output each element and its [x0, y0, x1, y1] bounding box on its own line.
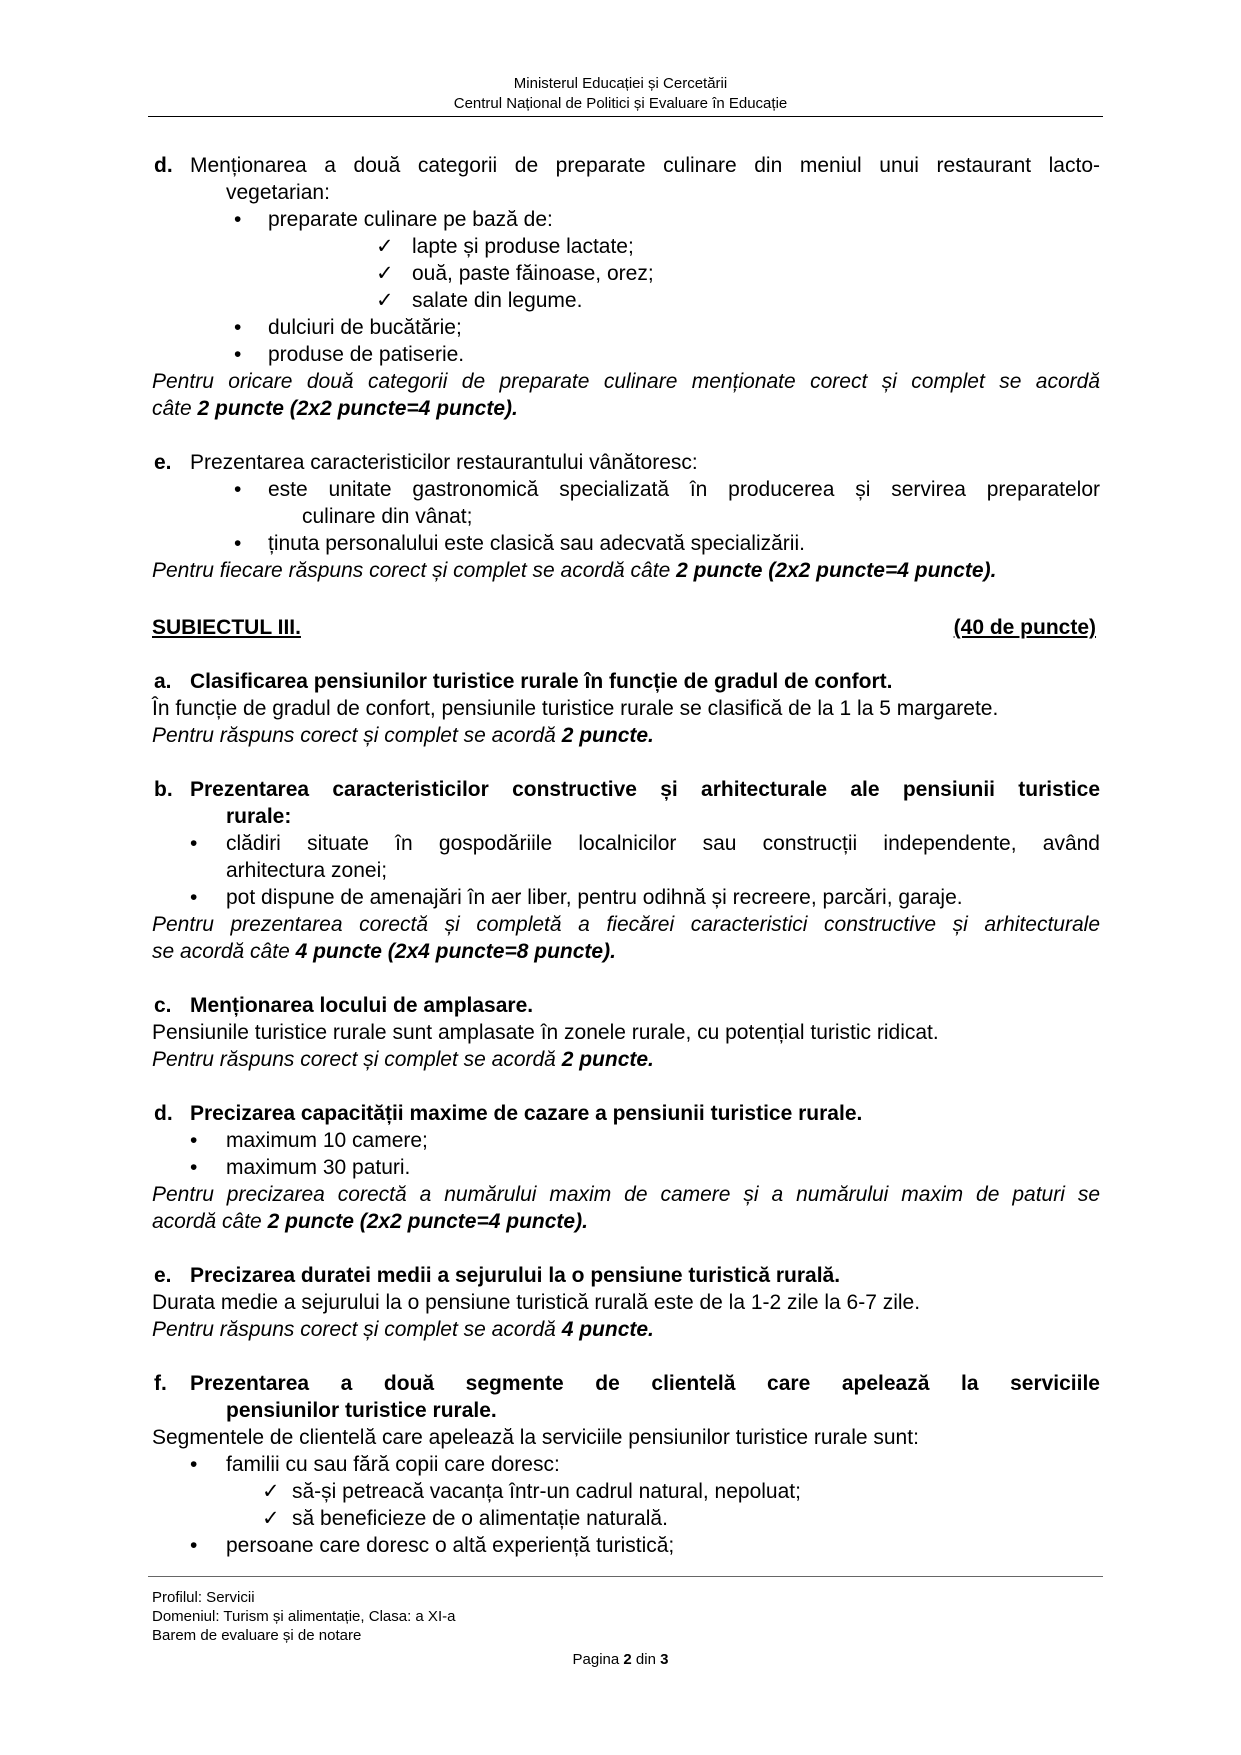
list-item: • persoane care doresc o altă experiență turistică; — [152, 1532, 1100, 1559]
answer-text: Pensiunile turistice rurale sunt amplasate în zonele rurale, cu potențial turistic ridicat. — [152, 1021, 939, 1044]
list-item: • este unitate gastronomică specializată în producerea și servirea preparatelor — [152, 476, 1100, 503]
list-item: • clădiri situate în gospodăriile localnicilor sau construcții independente, având — [152, 830, 1100, 857]
s3-a: a. Clasificarea pensiunilor turistice rurale în funcție de gradul de confort. În funcție de gradul de confort, pensiunile turistice rurale se clasifică de la 1 la 5 margarete. Pentru răspuns corect și complet se acordă 2 puncte. — [152, 668, 1100, 749]
subject-heading: SUBIECTUL III. (40 de puncte) — [152, 616, 1096, 639]
score-note: Pentru răspuns corect și complet se acordă 2 puncte. — [152, 724, 654, 747]
item-title: Precizarea capacității maxime de cazare a pensiunii turistice rurale. — [190, 1102, 863, 1125]
s3-c: c. Menționarea locului de amplasare. Pensiunile turistice rurale sunt amplasate în zonele rurale, cu potențial turistic ridicat. Pentru răspuns corect și complet se acordă 2 puncte. — [152, 992, 1100, 1073]
score-note: se acordă câte 4 puncte (2x4 puncte=8 puncte). — [152, 940, 616, 963]
list-item: • ținuta personalului este clasică sau adecvată specializării. — [152, 530, 1100, 557]
header-rule — [148, 116, 1103, 117]
item-title-cont: pensiunilor turistice rurale. — [226, 1399, 497, 1422]
s3-e: e. Precizarea duratei medii a sejurului la o pensiune turistică rurală. Durata medie a sejurului la o pensiune turistică rurală este de la 1-2 zile la 6-7 zile. Pentru răspuns corect și complet se acordă 4 puncte. — [152, 1262, 1100, 1343]
score-note: Pentru prezentarea corectă și completă a fiecărei caracteristici constructive și arhitecturale — [152, 913, 1100, 936]
item-title: d. Menționarea a două categorii de preparate culinare din meniul unui restaurant lacto- — [154, 154, 1100, 177]
list-item: • maximum 10 camere; — [152, 1127, 1100, 1154]
footer-domain: Domeniul: Turism și alimentație, Clasa: a XI-a — [152, 1608, 456, 1625]
footer-title: Barem de evaluare și de notare — [152, 1627, 362, 1644]
score-note: Pentru răspuns corect și complet se acordă 2 puncte. — [152, 1048, 654, 1071]
answer-text: Durata medie a sejurului la o pensiune turistică rurală este de la 1-2 zile la 6-7 zile. — [152, 1291, 921, 1314]
section-d — [152, 152, 1100, 422]
check-item: ✓ să-și petreacă vacanța într-un cadrul natural, nepoluat; — [152, 1478, 1100, 1505]
check-item: ✓ lapte și produse lactate; — [152, 233, 1100, 260]
header-ministry: Ministerul Educației și Cercetării — [513, 75, 728, 92]
score-note: Pentru fiecare răspuns corect și complet se acordă câte 2 puncte (2x2 puncte=4 puncte). — [152, 559, 997, 582]
s3-b: b. Prezentarea caracteristicilor constructive și arhitecturale ale pensiunii turistice rurale: • clădiri situate în gospodăriile localnicilor sau construcții independente, având arhitectura zonei; • pot dispune de amenajări în aer liber, pentru odihnă și recreere, parcări, garaje. Pentru prezentarea corectă și completă a fiecărei caracteristici constructive și arhitecturale se acordă câte 4 puncte (2x4 puncte=8 puncte). — [152, 776, 1100, 965]
score-note: Pentru oricare două categorii de preparate culinare menționate corect și complet se acordă — [152, 370, 1100, 393]
page-number: Pagina 2 din 3 — [572, 1651, 669, 1668]
check-item: ✓ salate din legume. — [152, 287, 1100, 314]
list-item: • pot dispune de amenajări în aer liber, pentru odihnă și recreere, parcări, garaje. — [152, 884, 1100, 911]
item-title: Precizarea duratei medii a sejurului la o pensiune turistică rurală. — [190, 1264, 841, 1287]
answer-text: Segmentele de clientelă care apelează la serviciile pensiunilor turistice rurale sunt: — [152, 1426, 919, 1449]
list-item: • preparate culinare pe bază de: — [152, 206, 1100, 233]
check-item: ✓ ouă, paste făinoase, orez; — [152, 260, 1100, 287]
list-item: • maximum 30 paturi. — [152, 1154, 1100, 1181]
score-note: câte 2 puncte (2x2 puncte=4 puncte). — [152, 397, 518, 420]
footer-profile: Profilul: Servicii — [152, 1589, 255, 1606]
list-item: • produse de patiserie. — [152, 341, 1100, 368]
list-item-cont: arhitectura zonei; — [226, 859, 388, 882]
s3-f: f. Prezentarea a două segmente de clientelă care apelează la serviciile pensiunilor turistice rurale. Segmentele de clientelă care apelează la serviciile pensiunilor turistice rurale sunt: • familii cu sau fără copii care doresc: ✓ să-și petreacă vacanța într-un cadrul natural, nepoluat; ✓ să beneficieze de o alimentație naturală. • persoane care doresc o altă experiență turistică; — [152, 1370, 1100, 1559]
answer-text: În funcție de gradul de confort, pensiunile turistice rurale se clasifică de la 1 la 5 margarete. — [152, 697, 999, 720]
list-item: • dulciuri de bucătărie; — [152, 314, 1100, 341]
score-note: acordă câte 2 puncte (2x2 puncte=4 puncte). — [152, 1210, 588, 1233]
item-title: Prezentarea caracteristicilor constructive și arhitecturale ale pensiunii turistice — [190, 778, 1100, 801]
item-title: Prezentarea caracteristicilor restaurantului vânătoresc: — [190, 451, 698, 474]
score-note: Pentru răspuns corect și complet se acordă 4 puncte. — [152, 1318, 654, 1341]
document-body — [152, 152, 1100, 1559]
score-note: Pentru precizarea corectă a numărului maxim de camere și a numărului maxim de paturi se — [152, 1183, 1100, 1206]
list-item: • familii cu sau fără copii care doresc: — [152, 1451, 1100, 1478]
item-title: Prezentarea a două segmente de clientelă care apelează la serviciile — [190, 1372, 1100, 1395]
footer-rule — [148, 1576, 1103, 1577]
list-item-cont: culinare din vânat; — [302, 505, 473, 528]
header-center: Centrul Național de Politici și Evaluare în Educație — [453, 95, 788, 112]
item-title-cont: rurale: — [226, 805, 292, 828]
s3-d: d. Precizarea capacității maxime de cazare a pensiunii turistice rurale. • maximum 10 camere; • maximum 30 paturi. Pentru precizarea corectă a numărului maxim de camere și a numărului maxim de paturi se acordă câte 2 puncte (2x2 puncte=4 puncte). — [152, 1100, 1100, 1235]
section-e: e. Prezentarea caracteristicilor restaurantului vânătoresc: • este unitate gastronomică specializată în producerea și servirea preparatelor culinare din vânat; • ținuta personalului este clasică sau adecvată specializării. Pentru fiecare răspuns corect și complet se acordă câte 2 puncte (2x2 puncte=4 puncte). — [152, 449, 1100, 584]
item-title: Clasificarea pensiunilor turistice rurale în funcție de gradul de confort. — [190, 670, 893, 693]
item-title-cont: vegetarian: — [226, 181, 330, 204]
check-item: ✓ să beneficieze de o alimentație naturală. — [152, 1505, 1100, 1532]
item-title: Menționarea locului de amplasare. — [190, 994, 534, 1017]
